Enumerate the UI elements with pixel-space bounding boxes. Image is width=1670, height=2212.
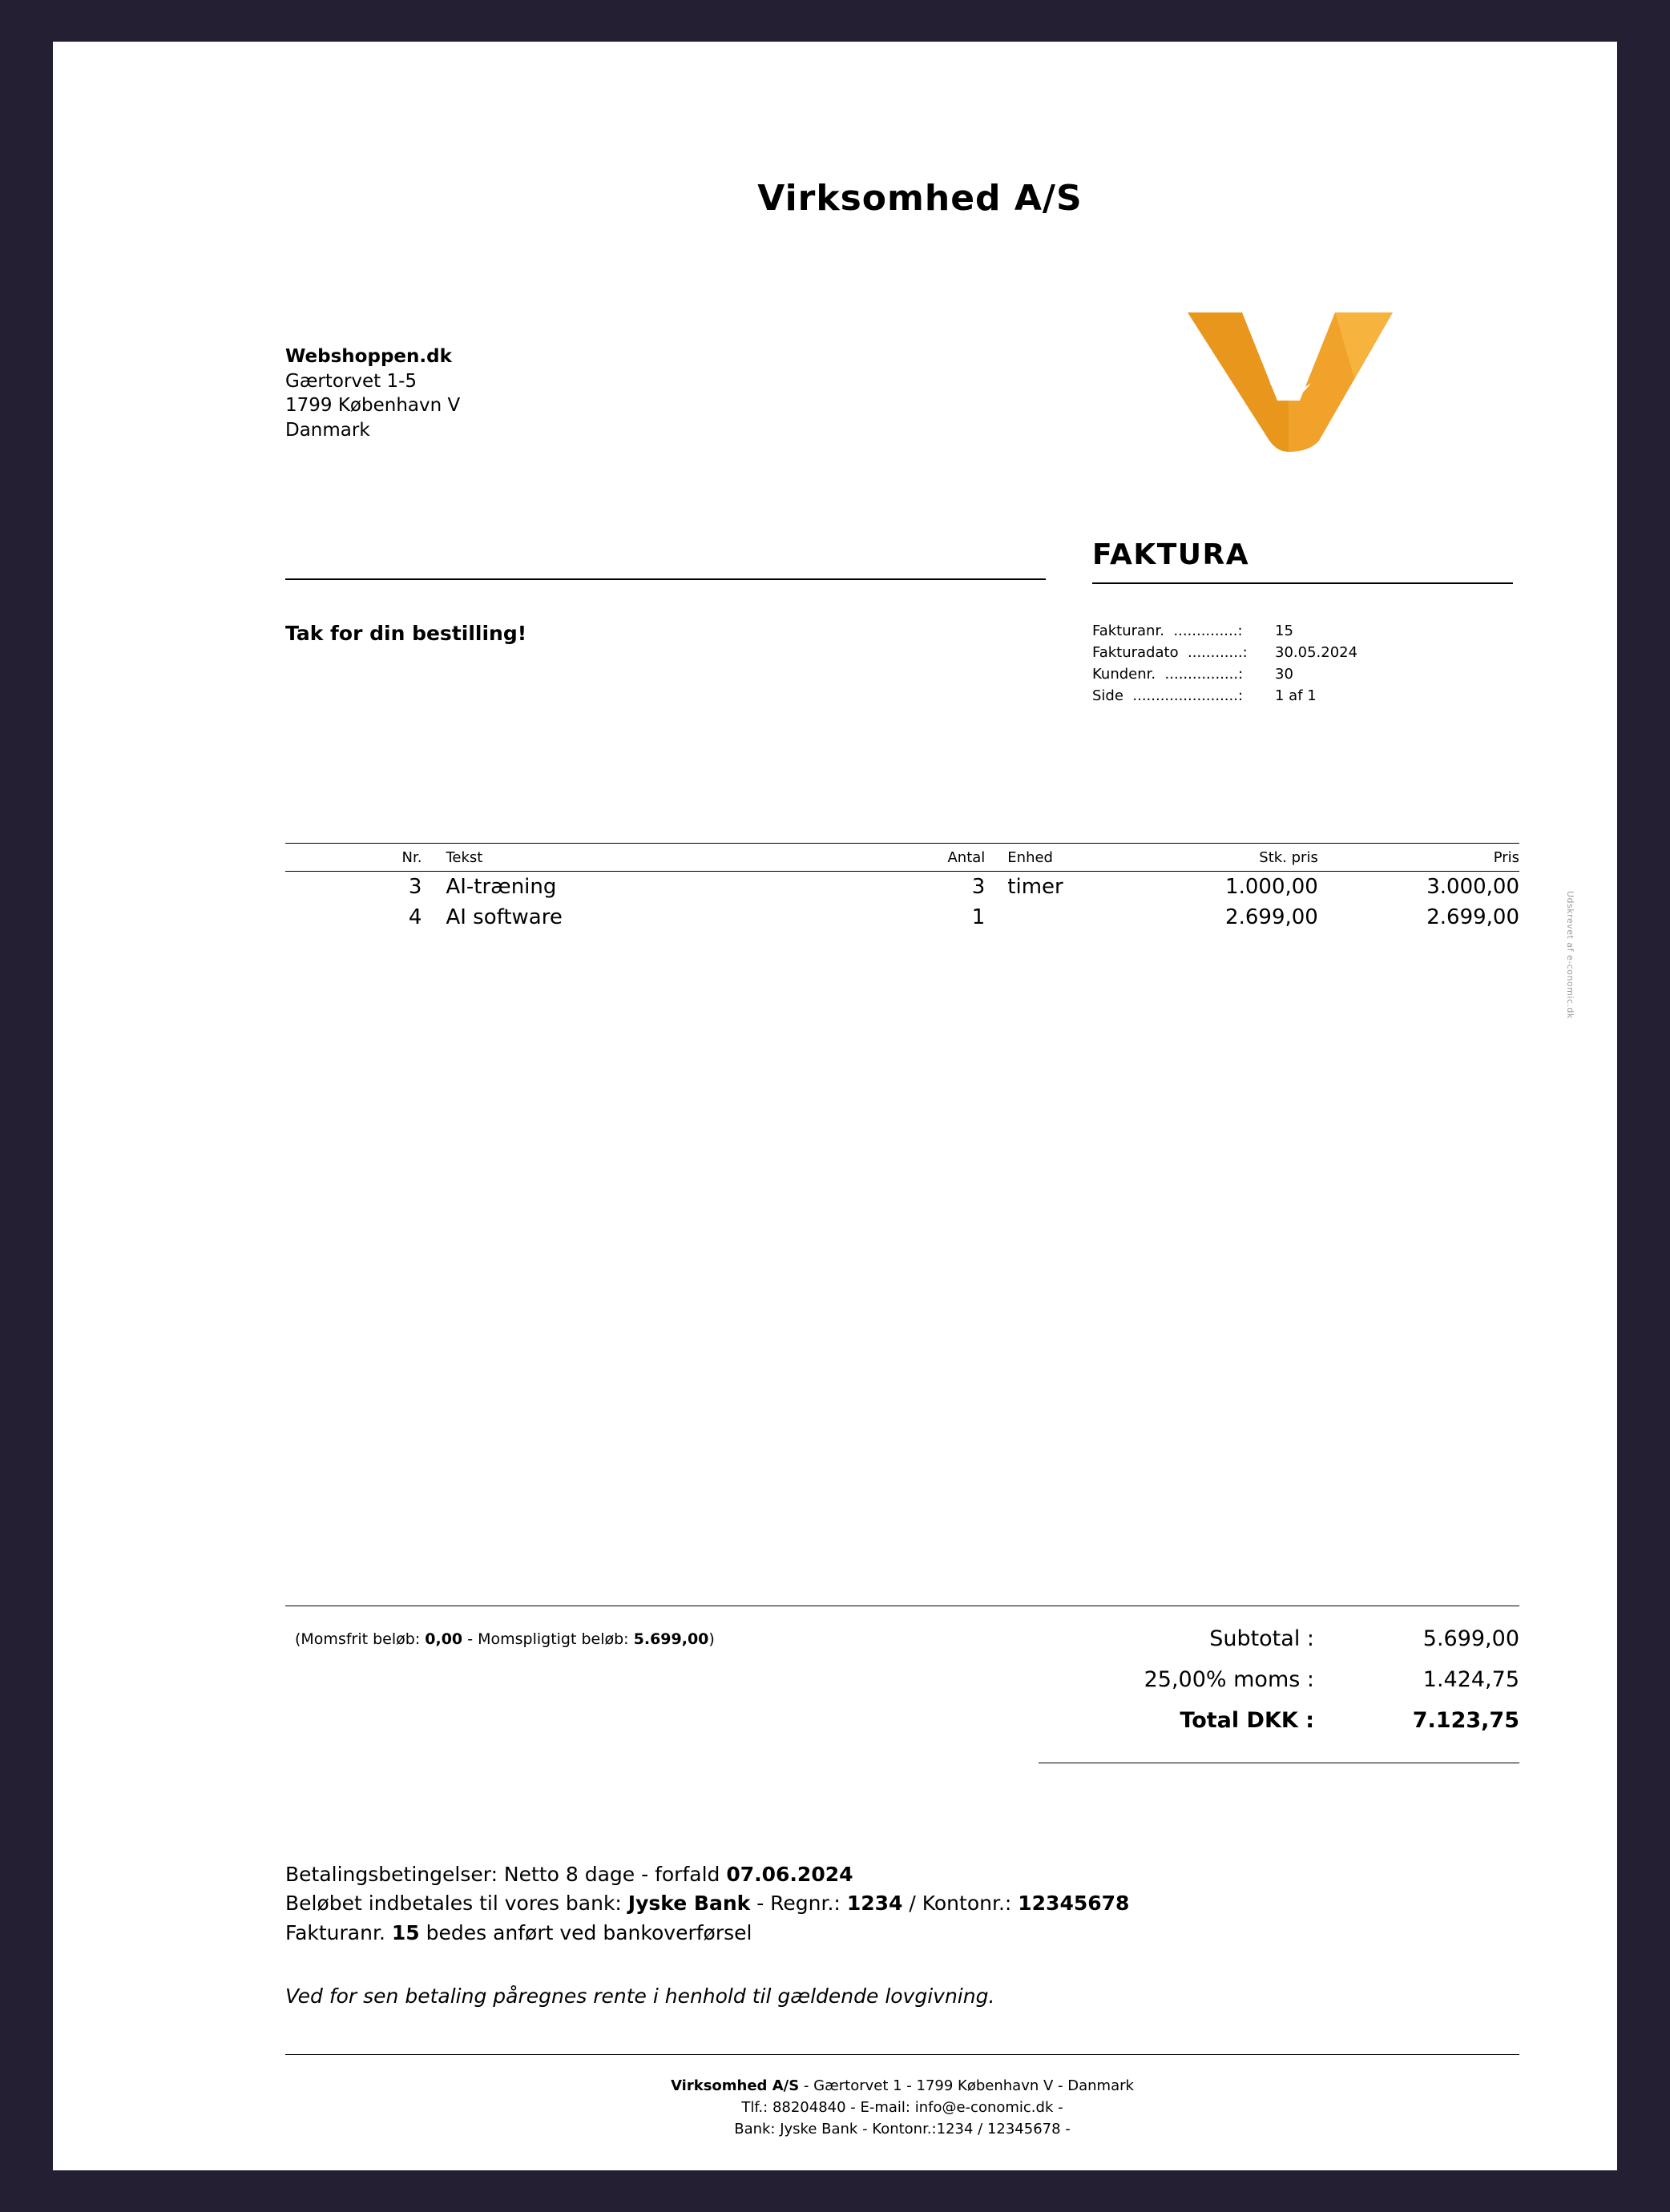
- cell-tekst: AI-træning: [446, 875, 557, 899]
- cell-tekst: AI software: [446, 905, 563, 929]
- cell-enhed: timer: [1007, 875, 1063, 899]
- terms-line2-mid: - Regnr.:: [750, 1892, 847, 1916]
- totals-value: 5.699,00: [1422, 1626, 1519, 1651]
- terms-line-1: [285, 1860, 1129, 1889]
- cell-enhed: [985, 905, 1152, 929]
- cell-stk-pris: 2.699,00: [1225, 905, 1318, 929]
- terms-line1-pre: Betalingsbetingelser: Netto 8 dage - forfald: [285, 1863, 727, 1886]
- totals-label: 25,00% moms :: [1144, 1667, 1314, 1692]
- terms-line-3: [285, 1919, 1129, 1948]
- cell-nr: 4: [408, 905, 422, 929]
- terms-kontonr: 12345678: [1018, 1892, 1130, 1916]
- customer-street: Gærtorvet 1-5: [285, 370, 418, 392]
- page-title: Virksomhed A/S: [757, 178, 1083, 219]
- company-logo-icon: [1183, 306, 1399, 458]
- cell-antal: 1: [971, 905, 986, 929]
- cell-nr: 3: [408, 875, 422, 899]
- totals-row-total: [1039, 1700, 1519, 1741]
- terms-line2-pre: Beløbet indbetales til vores bank:: [285, 1892, 628, 1916]
- vat-note-prefix: (Momsfrit beløb:: [295, 1630, 426, 1648]
- terms-line3-pre: Fakturanr.: [285, 1920, 392, 1944]
- terms-bank-name: Jyske Bank: [627, 1892, 751, 1916]
- invoice-heading: FAKTURA: [1092, 538, 1513, 584]
- divider-footer: [285, 2054, 1519, 2055]
- invoice-page: [53, 42, 1617, 2170]
- meta-label: Side .......................:: [1092, 687, 1244, 704]
- vertical-watermark-text: Udskrevet af e-conomic.dk: [1565, 891, 1575, 1019]
- invoice-meta: [1092, 620, 1525, 707]
- column-header-stk-pris: Stk. pris: [1259, 849, 1318, 866]
- cell-stk-pris: 1.000,00: [1225, 875, 1318, 899]
- totals-label: Subtotal :: [1209, 1626, 1314, 1651]
- terms-line-2: [285, 1889, 1129, 1918]
- totals-row-vat: [1039, 1659, 1519, 1700]
- late-payment-note: Ved for sen betaling påregnes rente i henhold til gældende lovgivning.: [285, 1984, 995, 2008]
- totals-label: Total DKK :: [1180, 1708, 1314, 1733]
- payment-terms: [285, 1860, 1129, 1948]
- footer-company-name: Virksomhed A/S: [671, 2077, 800, 2094]
- meta-row: [1092, 685, 1525, 707]
- cell-pris: 2.699,00: [1426, 905, 1520, 929]
- totals-block: [1039, 1618, 1519, 1741]
- vat-note: [295, 1630, 715, 1648]
- terms-regnr: 1234: [846, 1892, 903, 1916]
- totals-value: 1.424,75: [1422, 1667, 1519, 1692]
- meta-value: 30.05.2024: [1275, 644, 1358, 661]
- footer-line-2: Tlf.: 88204840 - E-mail: info@e-conomic.dk -: [741, 2099, 1063, 2116]
- customer-name: Webshoppen.dk: [285, 346, 452, 367]
- table-row: [285, 902, 1519, 933]
- vat-free-amount: 0,00: [425, 1630, 463, 1648]
- invoice-content: [285, 42, 1575, 2170]
- terms-invoice-nr: 15: [391, 1920, 420, 1944]
- terms-line2-mid2: / Kontonr.:: [902, 1892, 1019, 1916]
- meta-value: 1 af 1: [1275, 687, 1317, 704]
- divider-left: [285, 578, 1046, 580]
- items-table: [285, 843, 1519, 933]
- footer-line-3: Bank: Jyske Bank - Kontonr.:1234 / 12345678 -: [734, 2121, 1071, 2137]
- meta-value: 30: [1275, 666, 1293, 683]
- column-header-antal: Antal: [947, 849, 986, 866]
- page-footer: [285, 2075, 1519, 2140]
- meta-row: [1092, 620, 1525, 642]
- meta-label: Fakturanr. ..............:: [1092, 623, 1243, 639]
- customer-city: 1799 København V: [285, 395, 461, 417]
- vat-taxable-amount: 5.699,00: [633, 1630, 709, 1648]
- totals-value: 7.123,75: [1412, 1708, 1519, 1733]
- vat-note-suffix: ): [708, 1630, 715, 1648]
- cell-antal: 3: [971, 875, 986, 899]
- meta-row: [1092, 642, 1525, 663]
- meta-value: 15: [1275, 623, 1293, 639]
- meta-row: [1092, 663, 1525, 685]
- terms-line3-post: bedes anført ved bankoverførsel: [419, 1920, 752, 1944]
- column-header-tekst: Tekst: [446, 849, 483, 866]
- customer-country: Danmark: [285, 419, 370, 441]
- thanks-message: Tak for din bestilling!: [285, 622, 527, 645]
- column-header-nr: Nr.: [401, 849, 422, 866]
- table-row: [285, 872, 1519, 902]
- footer-company-address: - Gærtorvet 1 - 1799 København V - Danmark: [799, 2077, 1134, 2094]
- totals-row-subtotal: [1039, 1618, 1519, 1659]
- vat-note-middle: - Momspligtigt beløb:: [462, 1630, 634, 1648]
- cell-pris: 3.000,00: [1426, 875, 1520, 899]
- customer-address-block: [285, 344, 460, 442]
- footer-line-1: [285, 2075, 1519, 2097]
- column-header-enhed: Enhed: [1007, 849, 1053, 866]
- meta-label: Fakturadato ............:: [1092, 644, 1248, 661]
- table-header-row: [285, 843, 1519, 872]
- meta-label: Kundenr. ................:: [1092, 666, 1244, 683]
- terms-due-date: 07.06.2024: [726, 1863, 853, 1886]
- column-header-pris: Pris: [1493, 849, 1520, 866]
